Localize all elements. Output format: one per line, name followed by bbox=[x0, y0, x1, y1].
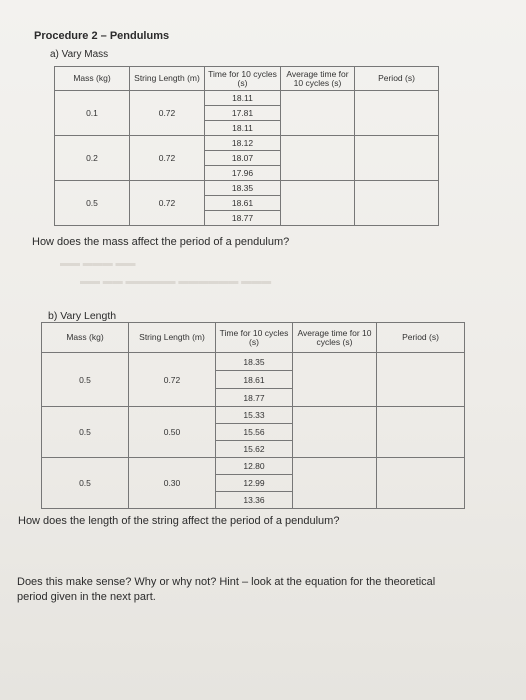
length-question: How does the length of the string affect the period of a pendulum? bbox=[18, 515, 340, 527]
mass-cell: 0.1 bbox=[55, 91, 130, 136]
length-cell: 0.72 bbox=[130, 136, 205, 181]
time-cell: 18.07 bbox=[205, 151, 281, 166]
header-time: Time for 10 cycles (s) bbox=[216, 323, 293, 353]
header-mass: Mass (kg) bbox=[55, 67, 130, 91]
time-cell: 18.61 bbox=[216, 371, 293, 389]
time-cell: 12.80 bbox=[216, 458, 293, 475]
part-b-heading: b) Vary Length bbox=[48, 310, 117, 322]
procedure-title: Procedure 2 – Pendulums bbox=[34, 30, 170, 42]
time-cell: 18.11 bbox=[205, 91, 281, 106]
header-average-time: Average time for 10 cycles (s) bbox=[281, 67, 355, 91]
length-cell: 0.50 bbox=[129, 407, 216, 458]
mass-cell: 0.5 bbox=[55, 181, 130, 226]
length-cell: 0.72 bbox=[130, 181, 205, 226]
time-cell: 15.33 bbox=[216, 407, 293, 424]
bleed-through-text: ▬▬ ▬▬ ▬▬▬▬▬ ▬▬▬▬▬▬ ▬▬▬ bbox=[80, 276, 272, 287]
time-cell: 18.77 bbox=[216, 389, 293, 407]
time-cell: 18.61 bbox=[205, 196, 281, 211]
length-cell: 0.72 bbox=[130, 91, 205, 136]
header-average-time: Average time for 10 cycles (s) bbox=[293, 323, 377, 353]
average-cell[interactable] bbox=[293, 407, 377, 458]
length-cell: 0.30 bbox=[129, 458, 216, 509]
average-cell[interactable] bbox=[293, 353, 377, 407]
header-time: Time for 10 cycles (s) bbox=[205, 67, 281, 91]
time-cell: 13.36 bbox=[216, 492, 293, 509]
time-cell: 17.81 bbox=[205, 106, 281, 121]
time-cell: 15.56 bbox=[216, 424, 293, 441]
time-cell: 18.12 bbox=[205, 136, 281, 151]
mass-cell: 0.2 bbox=[55, 136, 130, 181]
header-period: Period (s) bbox=[355, 67, 439, 91]
average-cell[interactable] bbox=[281, 136, 355, 181]
mass-cell: 0.5 bbox=[42, 353, 129, 407]
period-cell[interactable] bbox=[355, 181, 439, 226]
time-cell: 12.99 bbox=[216, 475, 293, 492]
period-cell[interactable] bbox=[355, 136, 439, 181]
time-cell: 17.96 bbox=[205, 166, 281, 181]
time-cell: 18.35 bbox=[216, 353, 293, 371]
vary-mass-table bbox=[54, 66, 439, 226]
header-string-length: String Length (m) bbox=[130, 67, 205, 91]
average-cell[interactable] bbox=[281, 91, 355, 136]
average-cell[interactable] bbox=[281, 181, 355, 226]
part-a-heading: a) Vary Mass bbox=[50, 49, 109, 60]
mass-cell: 0.5 bbox=[42, 407, 129, 458]
bleed-through-text: ▬▬ ▬▬▬ ▬▬ bbox=[60, 258, 136, 269]
period-cell[interactable] bbox=[377, 353, 465, 407]
mass-question: How does the mass affect the period of a pendulum? bbox=[32, 236, 290, 248]
header-period: Period (s) bbox=[377, 323, 465, 353]
time-cell: 18.35 bbox=[205, 181, 281, 196]
followup-question: Does this make sense? Why or why not? Hint – look at the equation for the theoretical period given in the next part. bbox=[17, 576, 436, 603]
time-cell: 18.77 bbox=[205, 211, 281, 226]
time-cell: 18.11 bbox=[205, 121, 281, 136]
time-cell: 15.62 bbox=[216, 441, 293, 458]
average-cell[interactable] bbox=[293, 458, 377, 509]
period-cell[interactable] bbox=[377, 407, 465, 458]
length-cell: 0.72 bbox=[129, 353, 216, 407]
period-cell[interactable] bbox=[377, 458, 465, 509]
period-cell[interactable] bbox=[355, 91, 439, 136]
header-mass: Mass (kg) bbox=[42, 323, 129, 353]
header-string-length: String Length (m) bbox=[129, 323, 216, 353]
mass-cell: 0.5 bbox=[42, 458, 129, 509]
vary-length-table bbox=[41, 322, 465, 509]
